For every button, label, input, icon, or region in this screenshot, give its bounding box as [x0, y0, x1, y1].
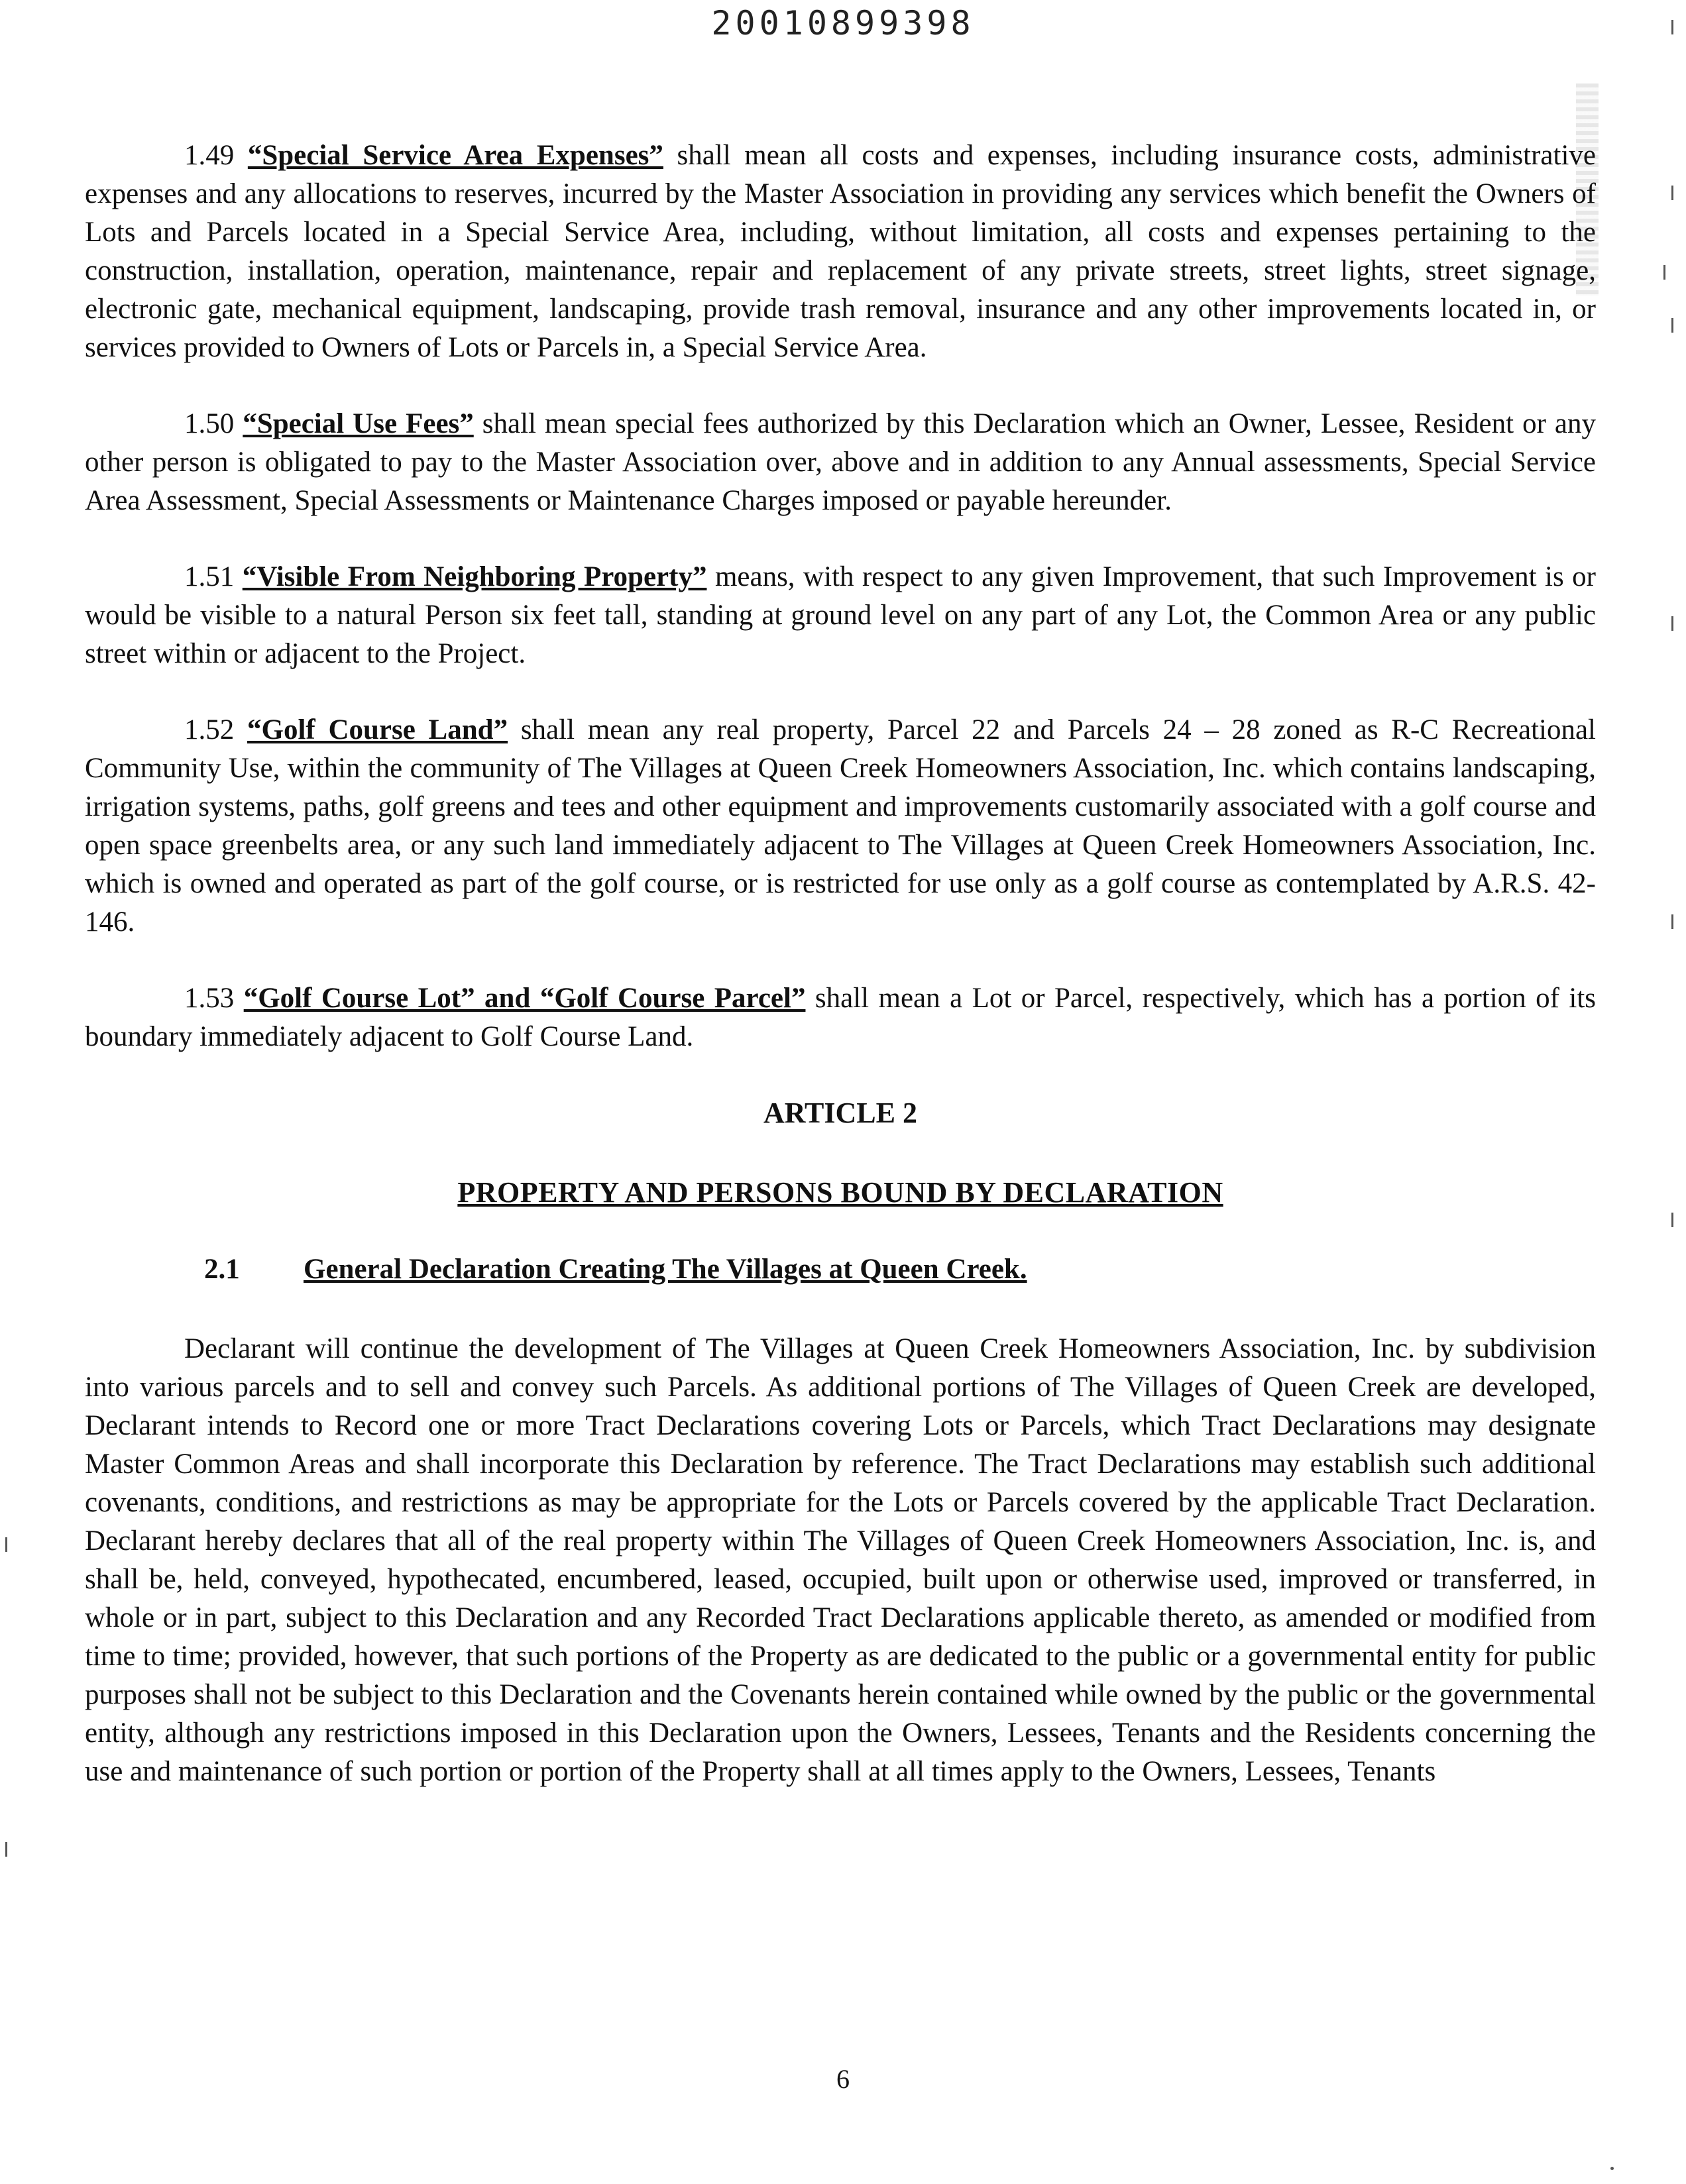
scan-mark: [1671, 616, 1673, 631]
scan-mark: [1671, 318, 1673, 333]
scan-mark: [5, 1537, 7, 1552]
definition-term: “Special Use Fees”: [243, 408, 474, 439]
definition-1-52: [85, 711, 1596, 942]
definition-1-49: [85, 136, 1596, 367]
article-title: PROPERTY AND PERSONS BOUND BY DECLARATION: [457, 1176, 1223, 1209]
section-number: 2.1: [204, 1254, 240, 1285]
definition-number: 1.49: [184, 140, 235, 171]
definition-1-51: [85, 558, 1596, 673]
definition-text: shall mean special fees authorized by this Declaration which an Owner, Lessee, Resident or any other person is obligated to pay to the Master Association over, above and in addition to any Annual assessments, Special Service Area Assessment, Special Assessments or Maintenance Charges imposed or payable hereunder.: [85, 408, 1597, 516]
definition-term: “Golf Course Lot” and “Golf Course Parcel”: [243, 983, 806, 1014]
definition-text: shall mean any real property, Parcel 22 and Parcels 24 – 28 zoned as R-C Recreational Community Use, within the community of The Villages at Queen Creek Homeowners Association, Inc. which contains landscaping, irrigation systems, paths, golf greens and tees and other equipment and improvements customarily associated with a golf course and open space greenbelts area, or any such land immediately adjacent to The Villages at Queen Creek Homeowners Association, Inc. which is owned and operated as part of the golf course, or is restricted for use only as a golf course as contemplated by A.R.S. 42-146.: [85, 714, 1596, 938]
scan-mark: [1610, 2167, 1614, 2170]
scan-mark: [1671, 1213, 1673, 1227]
definition-text: shall mean a Lot or Parcel, respectively, which has a portion of its boundary immediately adjacent to Golf Course Land.: [85, 983, 1596, 1052]
scan-mark: [1671, 20, 1673, 34]
section-title: General Declaration Creating The Villages at Queen Creek.: [304, 1254, 1027, 1285]
definition-text: shall mean all costs and expenses, including insurance costs, administrative expenses and any allocations to reserves, incurred by the Master Association in providing any services which benefit the Owners of Lots and Parcels located in a Special Service Area, including, without limitation, all costs and expenses pertaining to the construction, installation, operation, maintenance, repair and replacement of any private streets, street lights, street signage, electronic gate, mechanical equipment, landscaping, provide trash removal, insurance and any other improvements located in, or services provided to Owners of Lots or Parcels in, a Special Service Area.: [85, 140, 1597, 363]
definition-1-50: [85, 405, 1596, 520]
page-number: 6: [836, 2064, 850, 2094]
scan-mark: [1663, 265, 1665, 280]
definition-number: 1.50: [184, 408, 235, 439]
article-heading: ARTICLE 2: [763, 1097, 917, 1129]
document-number: 20010899398: [711, 4, 975, 42]
scan-mark: [5, 1842, 7, 1857]
definition-term: “Visible From Neighboring Property”: [242, 561, 707, 592]
definition-text: means, with respect to any given Improvement, that such Improvement is or would be visible to a natural Person six feet tall, standing at ground level on any part of any Lot, the Common Area or any public street within or adjacent to the Project.: [85, 561, 1596, 669]
definition-number: 1.51: [184, 561, 235, 592]
document-body: [85, 136, 1596, 1829]
definition-term: “Special Service Area Expenses”: [247, 140, 663, 171]
section-paragraph: Declarant will continue the development of The Villages at Queen Creek Homeowners Association, Inc. by subdivision into various parcels and to sell and convey such Parcels. As additional portions of The Villages of Queen Creek are developed, Declarant intends to Record one or more Tract Declarations covering Lots or Parcels, which Tract Declarations may designate Master Common Areas and shall incorporate this Declaration by reference. The Tract Declarations may establish such additional covenants, conditions, and restrictions as may be appropriate for the Lots or Parcels covered by the applicable Tract Declaration. Declarant hereby declares that all of the real property within The Villages of Queen Creek Homeowners Association, Inc. is, and shall be, held, conveyed, hypothecated, encumbered, leased, occupied, built upon or otherwise used, improved or transferred, in whole or in part, subject to this Declaration and any Recorded Tract Declarations applicable thereto, as amended or modified from time to time; provided, however, that such portions of the Property as are dedicated to the public or a governmental entity for public purposes shall not be subject to this Declaration and the Covenants herein contained while owned by the public or the governmental entity, although any restrictions imposed in this Declaration upon the Owners, Lessees, Tenants and the Residents concerning the use and maintenance of such portion or portion of the Property shall at all times apply to the Owners, Lessees, Tenants: [85, 1333, 1596, 1787]
definition-1-53: [85, 979, 1596, 1056]
definition-term: “Golf Course Land”: [247, 714, 508, 745]
scan-mark: [1671, 186, 1673, 200]
definition-number: 1.52: [184, 714, 235, 745]
definition-number: 1.53: [184, 983, 235, 1014]
scan-mark: [1671, 914, 1673, 929]
section-heading: [85, 1250, 1596, 1289]
